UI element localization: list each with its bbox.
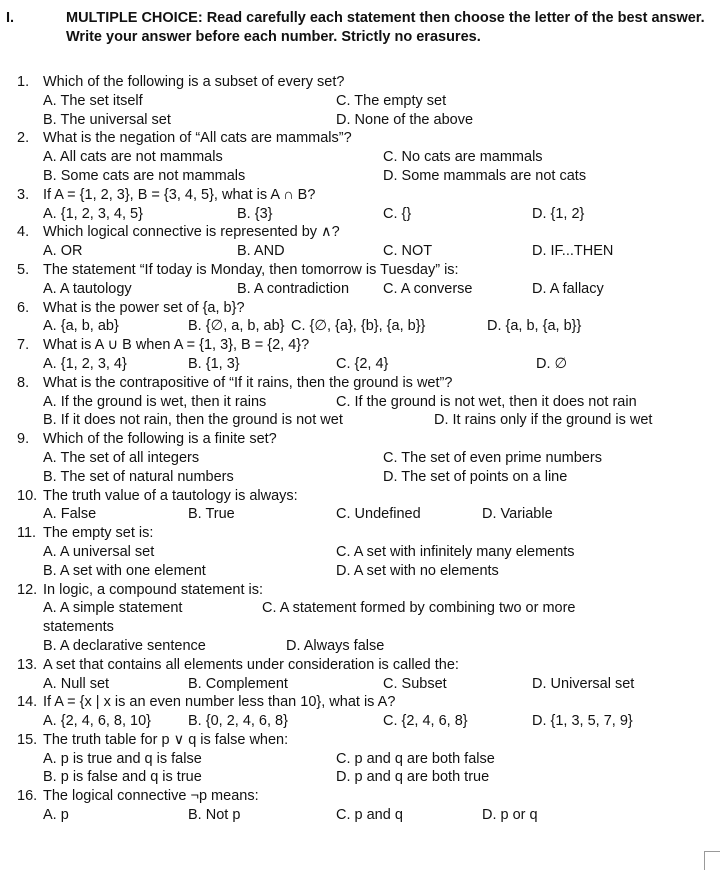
question-text: A set that contains all elements under consideration is called the: [43, 656, 459, 673]
answer-option: A. {2, 4, 6, 8, 10} [43, 713, 152, 730]
answer-option: B. {3} [237, 205, 273, 222]
answer-option: C. p and q [336, 807, 403, 824]
question-stem [0, 731, 720, 750]
answer-option: A. A tautology [43, 280, 132, 297]
page-corner-mark [704, 851, 720, 870]
question-item [0, 223, 720, 261]
answer-option: C. The set of even prime numbers [383, 449, 602, 466]
question-item [0, 186, 720, 224]
answer-option: D. Universal set [532, 675, 635, 692]
question-item [0, 487, 720, 525]
answer-option: B. If it does not rain, then the ground is not wet [43, 412, 343, 429]
question-number: 3. [17, 186, 30, 203]
answer-option: C. NOT [383, 243, 433, 260]
answer-option: C. The empty set [336, 92, 447, 109]
option-row [0, 768, 720, 787]
question-number: 15. [17, 731, 38, 748]
option-row [0, 393, 720, 412]
question-number: 14. [17, 694, 38, 711]
answer-option: D. ∅ [536, 355, 568, 372]
answer-option: D. None of the above [336, 111, 474, 128]
answer-option: B. A contradiction [237, 280, 350, 297]
question-item [0, 731, 720, 787]
answer-option: B. Not p [188, 807, 241, 824]
answer-option: C. {2, 4, 6, 8} [383, 713, 468, 730]
question-stem [0, 299, 720, 318]
answer-option: A. If the ground is wet, then it rains [43, 393, 267, 410]
answer-option: A. OR [43, 243, 83, 260]
answer-option: A. {1, 2, 3, 4} [43, 355, 127, 372]
answer-option: B. {1, 3} [188, 355, 240, 372]
answer-option: A. The set itself [43, 92, 143, 109]
question-item [0, 73, 720, 129]
answer-option: D. A fallacy [532, 280, 604, 297]
answer-option: A. p is true and q is false [43, 750, 202, 767]
answer-option: C. p and q are both false [336, 750, 495, 767]
option-row [0, 562, 720, 581]
answer-option: C. A statement formed by combining two or more [262, 600, 576, 617]
answer-option: A. A simple statement [43, 600, 183, 617]
answer-option: A. {a, b, ab} [43, 318, 119, 335]
answer-option: D. {1, 2} [532, 205, 585, 222]
question-text: The truth table for p ∨ q is false when: [43, 731, 289, 748]
question-item [0, 581, 720, 656]
question-stem [0, 261, 720, 280]
question-item [0, 374, 720, 430]
question-item [0, 656, 720, 694]
answer-option: B. A set with one element [43, 562, 206, 579]
answer-option: A. False [43, 506, 97, 523]
answer-option: C. Undefined [336, 506, 421, 523]
answer-option: C. {2, 4} [336, 355, 389, 372]
answer-option: A. p [43, 807, 69, 824]
answer-option: D. The set of points on a line [383, 468, 568, 485]
option-row [0, 675, 720, 694]
question-number: 10. [17, 487, 38, 504]
answer-option: D. {1, 3, 5, 7, 9} [532, 713, 633, 730]
option-row [0, 806, 720, 825]
option-row [0, 148, 720, 167]
option-row [0, 599, 720, 618]
answer-option: D. {a, b, {a, b}} [487, 318, 582, 335]
question-item [0, 430, 720, 486]
question-item [0, 336, 720, 374]
option-row [0, 449, 720, 468]
option-row [0, 280, 720, 299]
option-row [0, 111, 720, 130]
option-row [0, 468, 720, 487]
question-stem [0, 693, 720, 712]
option-row [0, 637, 720, 656]
answer-option: D. Some mammals are not cats [383, 167, 587, 184]
option-row [0, 317, 720, 336]
option-row [0, 242, 720, 261]
question-text: Which logical connective is represented by ∧? [43, 224, 340, 241]
option-row [0, 750, 720, 769]
option-row [0, 712, 720, 731]
answer-option: B. AND [237, 243, 285, 260]
question-item [0, 129, 720, 185]
question-stem [0, 524, 720, 543]
answer-option: D. Always false [286, 637, 385, 654]
question-item [0, 299, 720, 337]
section-instructions: MULTIPLE CHOICE: Read carefully each statement then choose the letter of the best answer. Write your answer before each number. Strictly no erasures. [66, 10, 705, 45]
answer-option: D. p or q [482, 807, 538, 824]
question-text: In logic, a compound statement is: [43, 581, 264, 598]
answer-option: statements [43, 619, 114, 636]
option-row [0, 92, 720, 111]
question-stem [0, 487, 720, 506]
option-row [0, 505, 720, 524]
question-text: If A = {x | x is an even number less than 10}, what is A? [43, 694, 396, 711]
answer-option: B. True [188, 506, 235, 523]
answer-option: C. A set with infinitely many elements [336, 543, 575, 560]
answer-option: C. No cats are mammals [383, 149, 543, 166]
question-text: The empty set is: [43, 525, 154, 542]
question-number: 2. [17, 130, 30, 147]
question-number: 12. [17, 581, 38, 598]
question-text: The logical connective ¬p means: [43, 788, 259, 805]
question-text: The truth value of a tautology is always: [43, 487, 298, 504]
answer-option: B. {∅, a, b, ab} [188, 318, 285, 335]
question-number: 5. [17, 261, 30, 278]
question-stem [0, 656, 720, 675]
answer-option: C. Subset [383, 675, 447, 692]
question-item [0, 787, 720, 825]
question-number: 6. [17, 299, 30, 316]
option-row [0, 411, 720, 430]
answer-option: C. If the ground is not wet, then it does not rain [336, 393, 637, 410]
section-number: I. [6, 10, 15, 26]
question-stem [0, 73, 720, 92]
answer-option: B. The set of natural numbers [43, 468, 234, 485]
option-row [0, 355, 720, 374]
answer-option: D. p and q are both true [336, 769, 490, 786]
answer-option: D. Variable [482, 506, 553, 523]
answer-option: B. p is false and q is true [43, 769, 202, 786]
answer-option: A. All cats are not mammals [43, 149, 223, 166]
question-stem [0, 787, 720, 806]
question-number: 4. [17, 224, 30, 241]
question-item [0, 693, 720, 731]
answer-option: B. The universal set [43, 111, 171, 128]
answer-option: A. {1, 2, 3, 4, 5} [43, 205, 143, 222]
answer-option: B. Some cats are not mammals [43, 167, 246, 184]
question-number: 11. [17, 525, 37, 542]
question-stem [0, 374, 720, 393]
answer-option: A. The set of all integers [43, 449, 200, 466]
answer-option: B. Complement [188, 675, 288, 692]
answer-option: C. {∅, {a}, {b}, {a, b}} [291, 318, 426, 335]
question-text: What is A ∪ B when A = {1, 3}, B = {2, 4}? [43, 337, 310, 354]
answer-option: C. {} [383, 205, 412, 222]
answer-option: C. A converse [383, 280, 473, 297]
question-list [0, 73, 720, 825]
question-stem [0, 336, 720, 355]
question-stem [0, 129, 720, 148]
option-row [0, 618, 720, 637]
answer-option: B. {0, 2, 4, 6, 8} [188, 713, 288, 730]
question-text: What is the power set of {a, b}? [43, 299, 245, 316]
question-stem [0, 581, 720, 600]
question-text: The statement “If today is Monday, then tomorrow is Tuesday” is: [43, 261, 459, 278]
answer-option: D. IF...THEN [532, 243, 614, 260]
question-number: 8. [17, 374, 30, 391]
question-number: 7. [17, 337, 30, 354]
option-row [0, 167, 720, 186]
question-text: What is the contrapositive of “If it rains, then the ground is wet”? [43, 374, 453, 391]
question-number: 13. [17, 656, 38, 673]
question-number: 16. [17, 788, 38, 805]
question-item [0, 261, 720, 299]
option-row [0, 205, 720, 224]
question-stem [0, 186, 720, 205]
option-row [0, 543, 720, 562]
question-stem [0, 223, 720, 242]
question-text: Which of the following is a subset of every set? [43, 74, 345, 90]
question-item [0, 524, 720, 580]
answer-option: B. A declarative sentence [43, 637, 206, 654]
answer-option: D. A set with no elements [336, 562, 499, 579]
answer-option: D. It rains only if the ground is wet [434, 412, 653, 429]
question-text: If A = {1, 2, 3}, B = {3, 4, 5}, what is A ∩ B? [43, 186, 316, 203]
question-text: Which of the following is a finite set? [43, 431, 277, 448]
answer-option: A. A universal set [43, 543, 155, 560]
answer-option: A. Null set [43, 675, 110, 692]
question-stem [0, 430, 720, 449]
question-number: 9. [17, 431, 30, 448]
question-text: What is the negation of “All cats are mammals”? [43, 130, 352, 147]
question-number: 1. [17, 74, 30, 90]
